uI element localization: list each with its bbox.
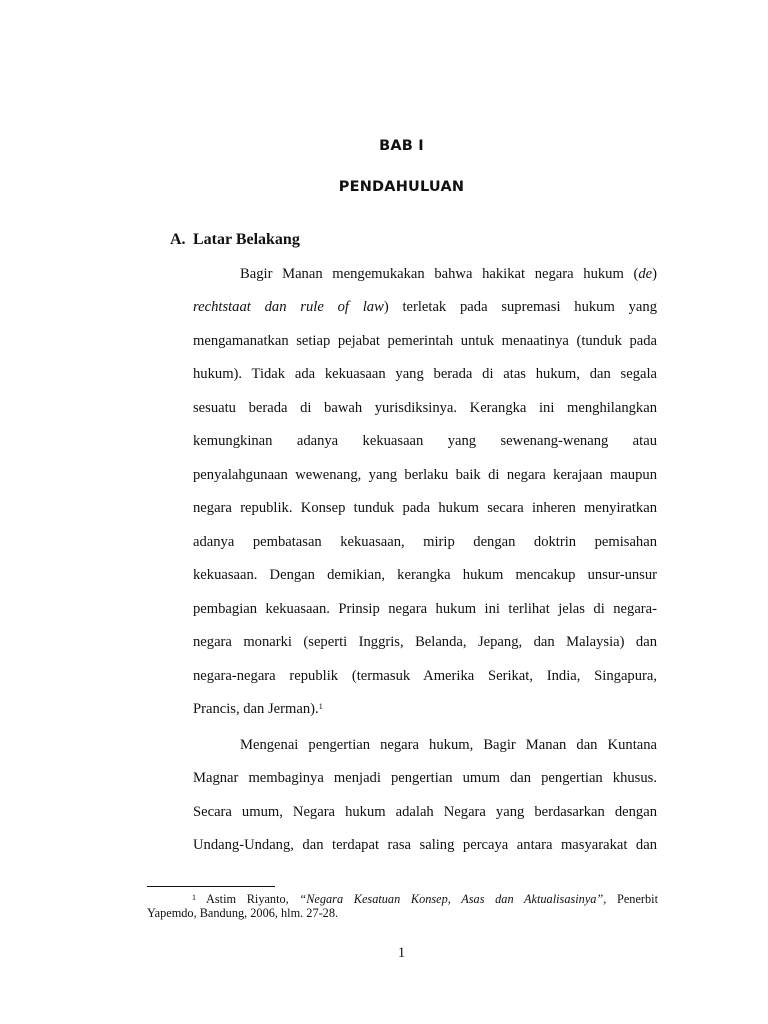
footnote-title: “Negara Kesatuan Konsep, Asas dan Aktualisasinya”	[299, 892, 604, 906]
text-segment: , Penerbit	[603, 892, 658, 906]
paragraph-line: adanya pembatasan kekuasaan, mirip dengan doktrin pemisahan	[193, 534, 657, 550]
italic-term: rechtstaat dan rule of law	[193, 299, 384, 315]
chapter-label: BAB I	[379, 138, 424, 154]
section-title: Latar Belakang	[193, 231, 300, 248]
page-number: 1	[397, 945, 406, 961]
paragraph-line: sesuatu berada di bawah yurisdiksinya. Kerangka ini menghilangkan	[193, 400, 657, 416]
footnote-reference[interactable]: 1	[318, 701, 323, 711]
section-heading	[170, 231, 300, 249]
section-number: A.	[170, 231, 186, 248]
paragraph-line: penyalahgunaan wewenang, yang berlaku baik di negara kerajaan maupun	[193, 467, 657, 483]
paragraph-line: Mengenai pengertian negara hukum, Bagir Manan dan Kuntana	[240, 737, 657, 753]
paragraph-line: negara monarki (seperti Inggris, Belanda, Jepang, dan Malaysia) dan	[193, 634, 657, 650]
paragraph-line: Secara umum, Negara hukum adalah Negara yang berdasarkan dengan	[193, 804, 657, 820]
paragraph-line: pembagian kekuasaan. Prinsip negara hukum ini terlihat jelas di negara-	[193, 601, 657, 617]
chapter-title: PENDAHULUAN	[338, 179, 465, 195]
paragraph-line: Magnar membaginya menjadi pengertian umum dan pengertian khusus.	[193, 770, 657, 786]
footnote-divider	[147, 886, 275, 887]
paragraph-line: negara-negara republik (termasuk Amerika Serikat, India, Singapura,	[193, 668, 657, 684]
paragraph-line: negara republik. Konsep tunduk pada hukum secara inheren menyiratkan	[193, 500, 657, 516]
italic-term: de	[638, 266, 653, 282]
text-segment: Prancis, dan Jerman).	[193, 701, 319, 717]
footnote-author: Astim Riyanto,	[205, 892, 300, 906]
paragraph-line	[193, 297, 657, 317]
paragraph-line: Undang-Undang, dan terdapat rasa saling percaya antara masyarakat dan	[193, 837, 657, 853]
text-segment: Bagir Manan mengemukakan bahwa hakikat negara hukum (	[240, 266, 639, 282]
footnote-line: Yapemdo, Bandung, 2006, hlm. 27-28.	[147, 906, 339, 920]
paragraph-line: kemungkinan adanya kekuasaan yang sewenang-wenang atau	[193, 433, 657, 449]
paragraph-line: mengamanatkan setiap pejabat pemerintah untuk menaatinya (tunduk pada	[193, 333, 657, 349]
paragraph-line: Bagir Manan mengemukakan bahwa hakikat negara hukum (de)	[240, 266, 657, 282]
footnote-number: 1	[192, 893, 196, 902]
text-segment: ) terletak pada supremasi hukum yang	[383, 299, 657, 315]
paragraph-line: kekuasaan. Dengan demikian, kerangka hukum mencakup unsur-unsur	[193, 567, 657, 583]
paragraph-line	[193, 699, 657, 719]
paragraph-line: hukum). Tidak ada kekuasaan yang berada di atas hukum, dan segala	[193, 366, 657, 382]
